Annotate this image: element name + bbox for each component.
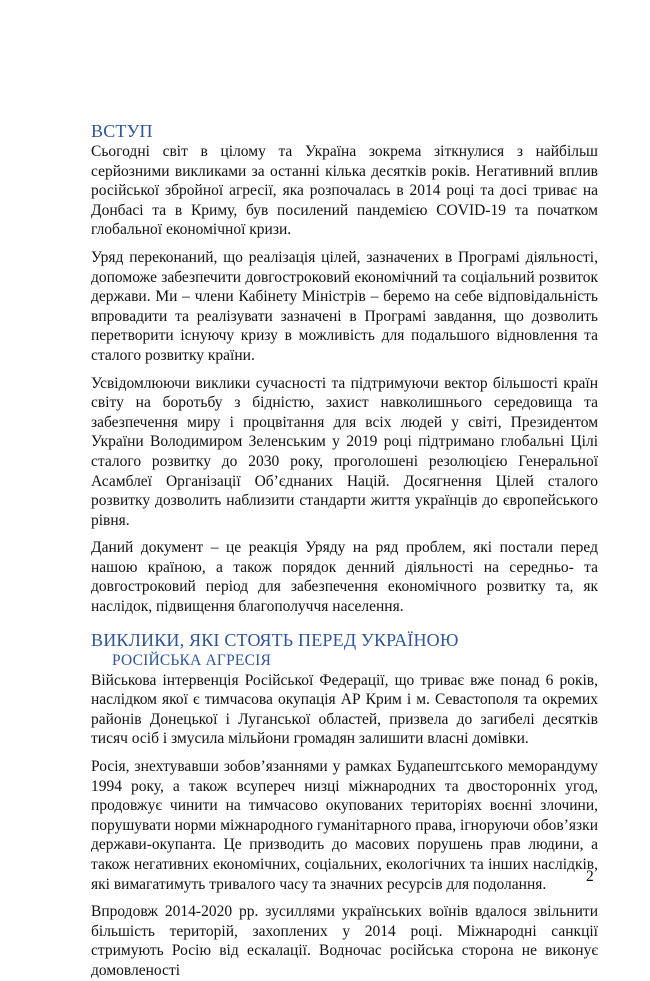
paragraph-intro-2: Уряд переконаний, що реалізація цілей, зазначених в Програмі діяльності, допоможе забезпечити довгостроковий економічний та соціальний розвиток держави. Ми – члени Кабінету Міністрів – беремо на себе відповідальність впровадити та реалізувати зазначені в Програмі завдання, що дозволить перетворити існуючу кризу в можливість для подальшого відновлення та сталого розвитку країни. — [91, 248, 598, 364]
paragraph-challenges-3: Впродовж 2014-2020 рр. зусиллями українських воїнів вдалося звільнити більшість територій, захоплених у 2014 році. Міжнародні санкції стримують Росію від ескалації. Водночас російська сторона не виконує домовленості — [91, 903, 598, 979]
paragraph-challenges-1: Військова інтервенція Російської Федерації, що триває вже понад 6 років, наслідком якої є тимчасова окупація АР Крим і м. Севастополя та окремих районів Донецької і Луганської областей, призвела до загибелі десятків тисяч осіб і змусила мільйони громадян залишити власні домівки. — [91, 671, 598, 748]
document-page — [91, 120, 598, 981]
paragraph-challenges-2: Росія, знехтувавши зобов’язаннями у рамках Будапештського меморандуму 1994 року, а також всупереч низці міжнародних та двосторонніх угод, продовжує чинити на тимчасово окупованих територіях воєнні злочини, порушувати норми міжнародного гуманітарного права, ігноруючи обов’язки держави-окупанта. Це призводить до масових порушень прав людини, а також негативних економічних, соціальних, екологічних та інших наслідків, які вимагатимуть тривалого часу та значних ресурсів для подолання. — [91, 758, 598, 893]
paragraph-intro-3: Усвідомлюючи виклики сучасності та підтримуючи вектор більшості країн світу на боротьбу з бідністю, захист навколишнього середовища та забезпечення миру і процвітання для всіх людей у світі, Президентом України Володимиром Зеленським у 2019 році підтримано глобальні Цілі сталого розвитку до 2030 року, проголошені резолюцією Генеральної Асамблеї Організації Об’єднаних Націй. Досягнення Цілей сталого розвитку дозволить наблизити стандарти життя українців до європейського рівня. — [91, 374, 598, 529]
section-heading-challenges: ВИКЛИКИ, ЯКІ СТОЯТЬ ПЕРЕД УКРАЇНОЮ — [91, 629, 459, 650]
section-heading-intro: ВСТУП — [91, 121, 153, 141]
paragraph-intro-1: Сьогодні світ в цілому та Україна зокрема зіткнулися з найбільш серйозними викликами за останні кілька десятків років. Негативний вплив російської збройної агресії, яка розпочалась в 2014 році та досі триває на Донбасі та в Криму, був посилений пандемією COVID-19 та початком глобальної економічної кризи. — [91, 143, 598, 239]
subsection-heading-russian-aggression: РОСІЙСЬКА АГРЕСІЯ — [112, 651, 272, 669]
paragraph-intro-4: Даний документ – це реакція Уряду на ряд проблем, які постали перед нашою країною, а також порядок денний діяльності на середньо- та довгостроковий період для забезпечення економічного розвитку та, як наслідок, підвищення благополуччя населення. — [91, 539, 598, 616]
page-number: 2 — [586, 868, 594, 885]
